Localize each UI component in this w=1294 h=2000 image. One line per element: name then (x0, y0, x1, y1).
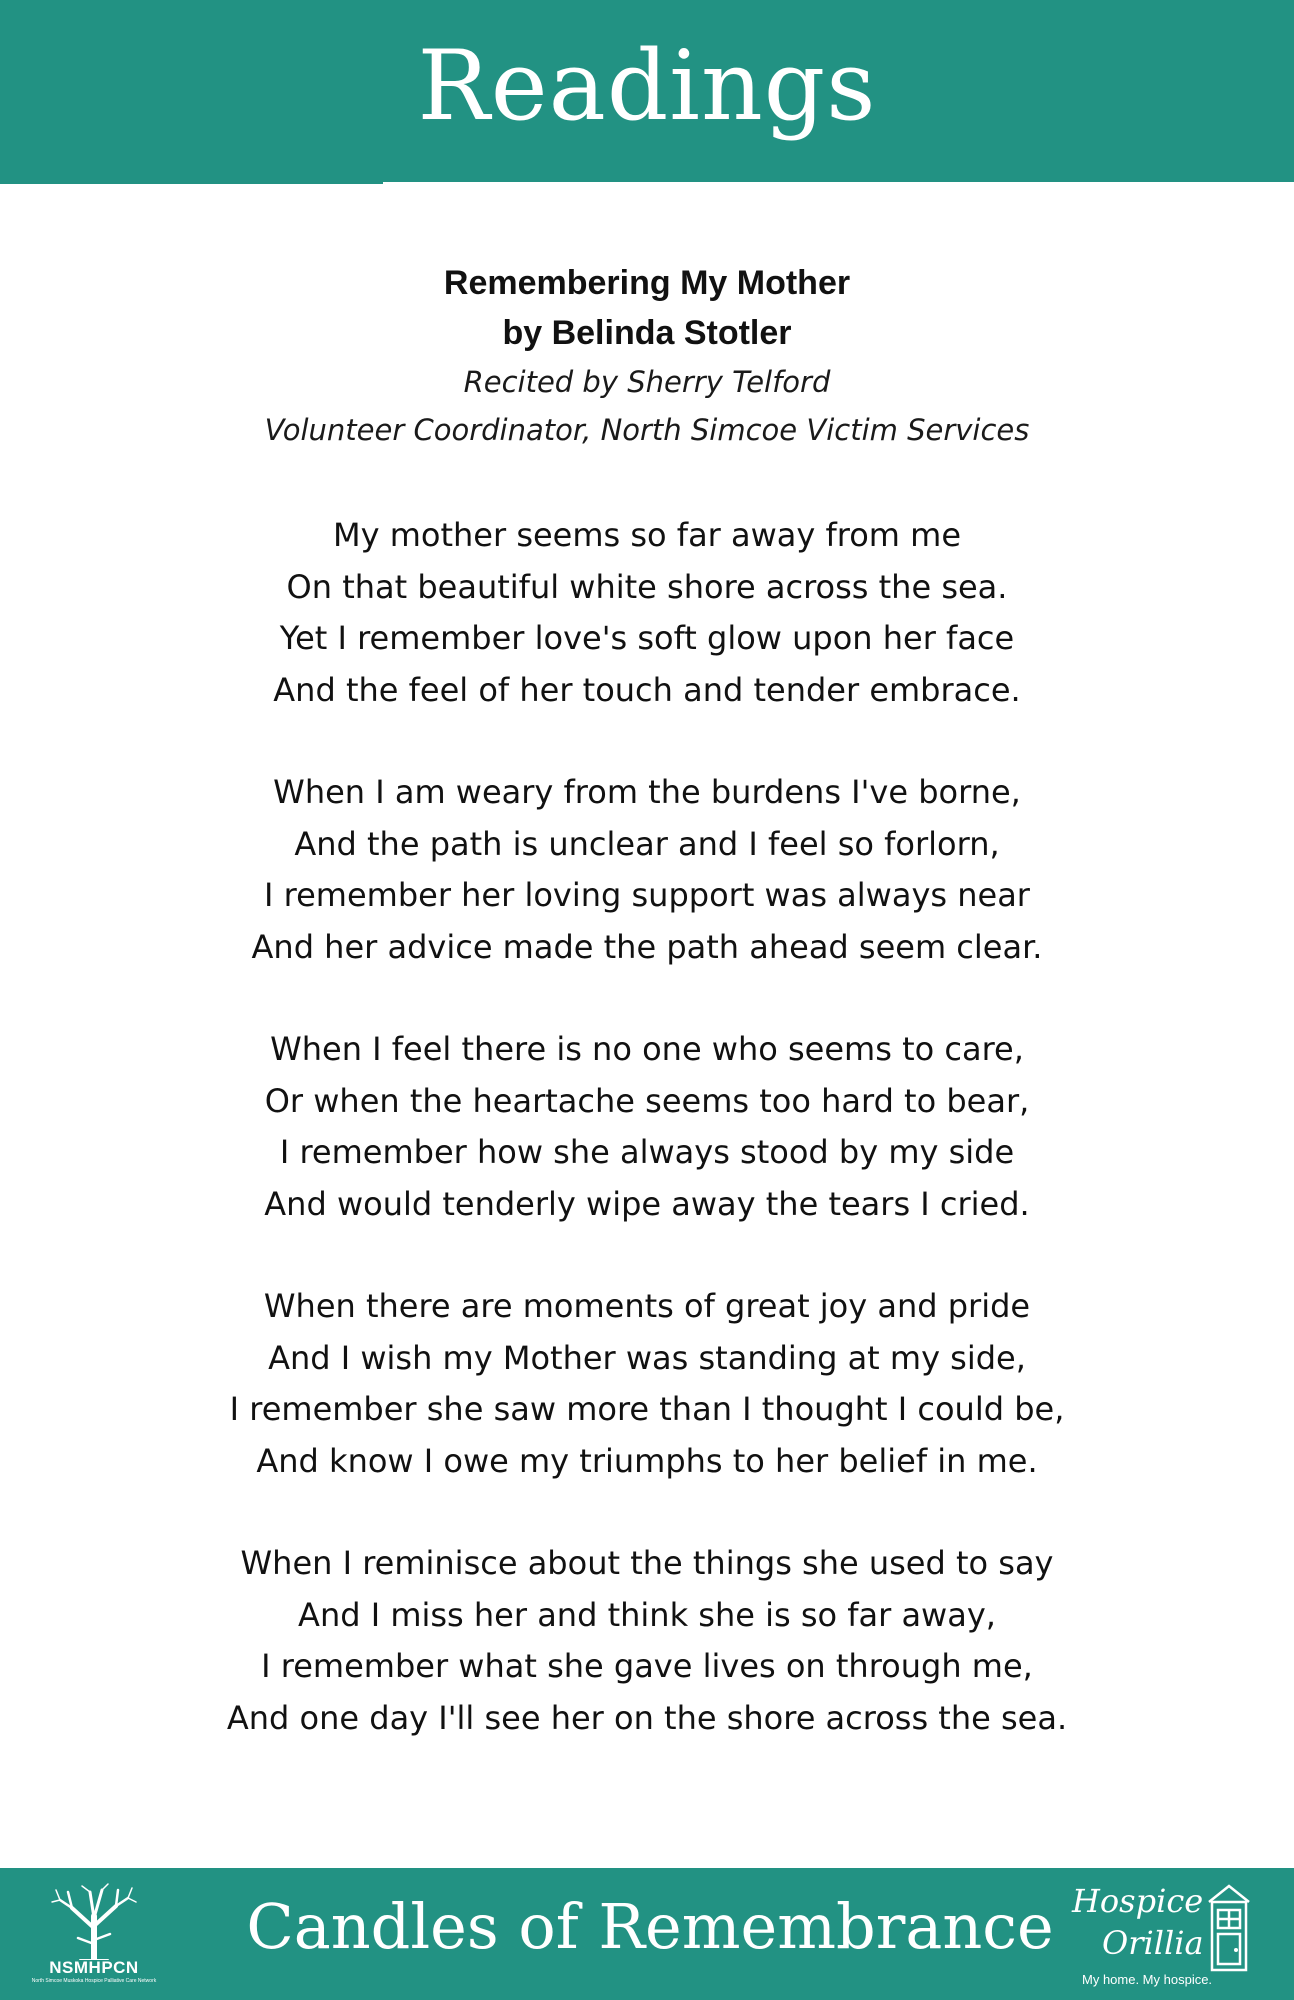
poem-line: When there are moments of great joy and pride (263, 1287, 1031, 1325)
poem-line: And know I owe my triumphs to her belief in me. (256, 1441, 1038, 1480)
poem-author: by Belinda Stotler (502, 314, 792, 352)
poem-line: And I miss her and think she is so far away, (298, 1595, 996, 1634)
poem-line: When I am weary from the burdens I've borne, (273, 773, 1021, 811)
page-footer (0, 1868, 1294, 2000)
orillia-word: Orillia (1102, 1924, 1204, 1962)
header-divider (0, 182, 383, 184)
poem-line: And one day I'll see her on the shore across the sea. (226, 1698, 1068, 1737)
hospice-orillia-logo (1068, 1880, 1268, 1994)
stanza-3 (0, 1024, 1294, 1230)
poem-line: I remember how she always stood by my side (279, 1133, 1015, 1171)
nsmhpcn-logo (28, 1882, 160, 1992)
poem-line: And would tenderly wipe away the tears I cried. (264, 1184, 1030, 1223)
hospice-word: Hospice (1072, 1882, 1204, 1920)
hospice-tagline: My home. My hospice. (1082, 1972, 1213, 1987)
poem-line: When I feel there is no one who seems to care, (270, 1030, 1024, 1068)
poem-line: I remember what she gave lives on through me, (261, 1647, 1033, 1685)
poem-line: Or when the heartache seems too hard to bear, (264, 1081, 1030, 1120)
recited-by: Recited by Sherry Telford (463, 365, 831, 399)
poem-line: When I reminisce about the things she used to say (240, 1544, 1054, 1582)
poem-line: My mother seems so far away from me (333, 516, 961, 554)
poem-body (0, 510, 1294, 1795)
page-header (0, 0, 1294, 182)
poem-line: On that beautiful white shore across the sea. (286, 567, 1008, 606)
poem-title: Remembering My Mother (443, 264, 851, 302)
tree-icon (28, 1882, 160, 1960)
reciter-role: Volunteer Coordinator, North Simcoe Victim Services (264, 413, 1030, 447)
poem-line: Yet I remember love's soft glow upon her face (279, 619, 1015, 657)
nsmhpcn-subtitle: North Simcoe Muskoka Hospice Palliative Care Network (31, 1978, 157, 1984)
nsmhpcn-acronym: NSMHPCN (49, 1958, 139, 1977)
poem-heading (0, 258, 1294, 454)
poem-line: I remember she saw more than I thought I could be, (229, 1390, 1065, 1428)
poem-line: And I wish my Mother was standing at my side, (268, 1338, 1026, 1377)
poem-line: And her advice made the path ahead seem clear. (251, 927, 1043, 966)
stanza-1 (0, 510, 1294, 716)
footer-title: Candles of Remembrance (246, 1890, 1054, 1963)
stanza-4 (0, 1281, 1294, 1487)
poem-line: I remember her loving support was always near (264, 876, 1030, 914)
page-title: Readings (417, 30, 877, 142)
poem-line: And the path is unclear and I feel so forlorn, (294, 824, 1000, 863)
door-icon (1206, 1880, 1252, 1972)
stanza-5 (0, 1538, 1294, 1744)
stanza-2 (0, 767, 1294, 973)
poem-line: And the feel of her touch and tender embrace. (273, 670, 1021, 709)
